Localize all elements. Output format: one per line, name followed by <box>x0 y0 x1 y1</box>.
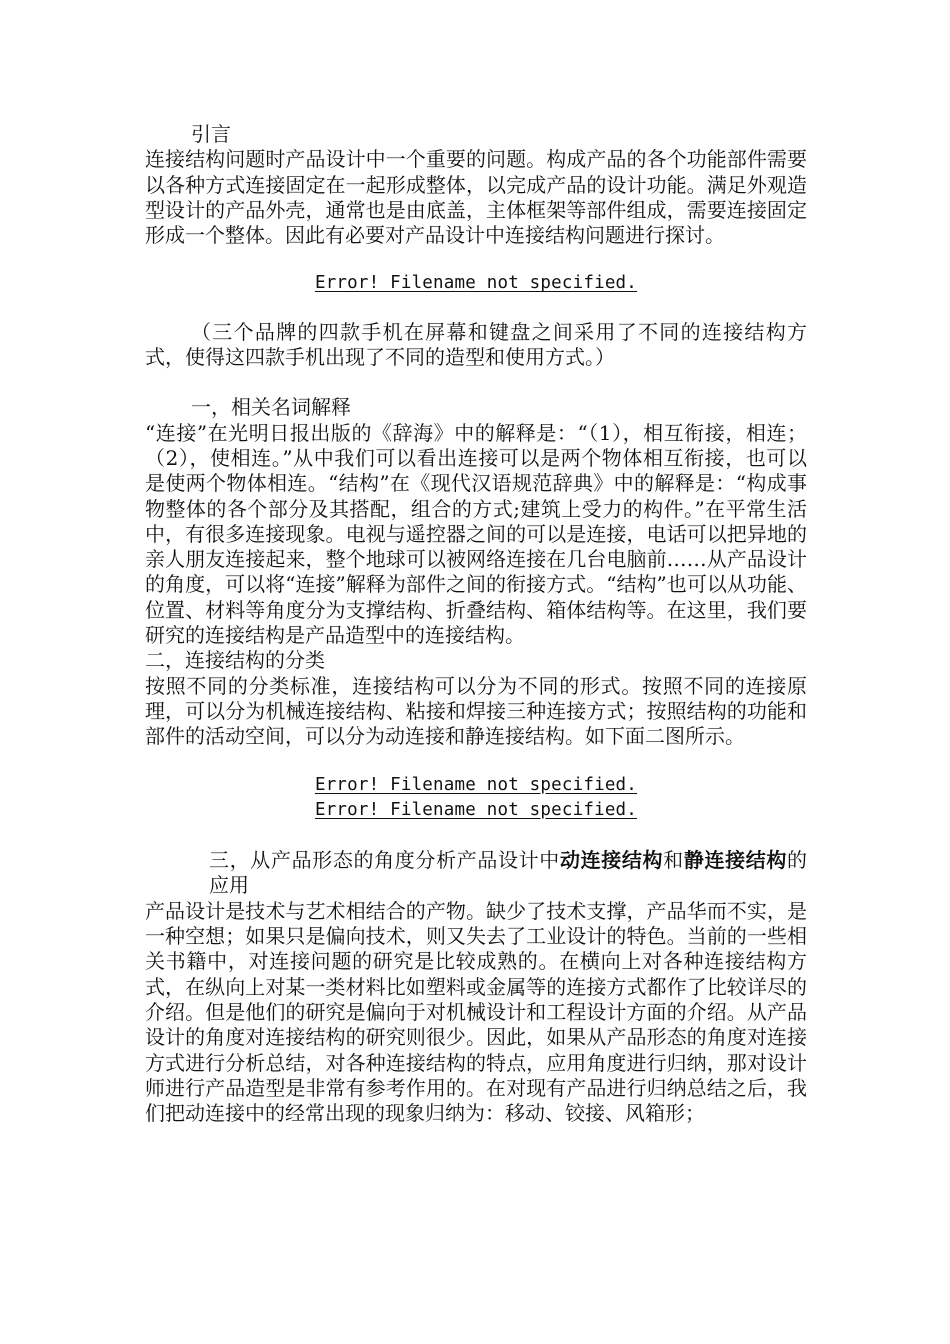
document-page <box>145 122 807 1126</box>
section3-paragraph: 产品设计是技术与艺术相结合的产物。缺少了技术支撑，产品华而不实，是一种空想；如果只是偏向技术，则又失去了工业设计的特色。当前的一些相关书籍中，对连接问题的研究是比较成熟的。在横向上对各种连接结构方式，在纵向上对某一类材料比如塑料或金属等的连接方式都作了比较详尽的介绍。但是他们的研究是偏向于对机械设计和工程设计方面的介绍。从产品设计的角度对连接结构的研究则很少。因此，如果从产品形态的角度对连接方式进行分析总结，对各种连接结构的特点，应用角度进行归纳，那对设计师进行产品造型是非常有参考作用的。在对现有产品进行归纳总结之后，我们把动连接中的经常出现的现象归纳为：移动、铰接、风箱形； <box>145 898 807 1126</box>
section2-paragraph: 按照不同的分类标准，连接结构可以分为不同的形式。按照不同的连接原理，可以分为机械连接结构、粘接和焊接三种连接方式；按照结构的功能和部件的活动空间，可以分为动连接和静连接结构。如下面二图所示。 <box>145 673 807 749</box>
figure2a-missing-image-error: Error! Filename not specified. <box>314 774 638 795</box>
section3-heading <box>145 848 807 899</box>
section3-heading-bold-dynamic: 动连接结构 <box>559 848 664 873</box>
section1-heading: 一，相关名词解释 <box>191 395 351 420</box>
figure1-caption: （三个品牌的四款手机在屏幕和键盘之间采用了不同的连接结构方式，使得这四款手机出现了不同的造型和使用方式。） <box>145 319 807 370</box>
section3-heading-part2: 和 <box>663 848 684 873</box>
intro-paragraph: 连接结构问题时产品设计中一个重要的问题。构成产品的各个功能部件需要以各种方式连接固定在一起形成整体，以完成产品的设计功能。满足外观造型设计的产品外壳，通常也是由底盖，主体框架等部件组成，需要连接固定形成一个整体。因此有必要对产品设计中连接结构问题进行探讨。 <box>145 147 807 248</box>
spacer <box>145 248 807 271</box>
intro-heading: 引言 <box>191 122 231 146</box>
spacer <box>145 750 807 773</box>
spacer <box>145 370 807 395</box>
spacer <box>145 297 807 320</box>
section1-paragraph: “连接”在光明日报出版的《辞海》中的解释是：“（1），相互衔接，相连；（2），使相连。”从中我们可以看出连接可以是两个物体相互衔接，也可以是使两个物体相连。“结构”在《现代汉语规范辞典》中的解释是：“构成事物整体的各个部分及其搭配，组合的方式;建筑上受力的构件。”在平常生活中，有很多连接现象。电视与遥控器之间的可以是连接，电话可以把异地的亲人朋友连接起来，整个地球可以被网络连接在几台电脑前……从产品设计的角度，可以将“连接”解释为部件之间的衔接方式。“结构”也可以从功能、位置、材料等角度分为支撑结构、折叠结构、箱体结构等。在这里，我们要研究的连接结构是产品造型中的连接结构。 <box>145 420 807 648</box>
figure2b-missing-image-error: Error! Filename not specified. <box>314 799 638 820</box>
section2-heading: 二，连接结构的分类 <box>145 648 325 673</box>
figure1-missing-image-error: Error! Filename not specified. <box>314 273 638 294</box>
section3-heading-bold-static: 静连接结构 <box>683 848 788 873</box>
section3-heading-part3: 的应用 <box>209 848 808 898</box>
spacer <box>145 823 807 848</box>
section3-heading-part1: 三，从产品形态的角度分析产品设计中 <box>209 848 560 873</box>
